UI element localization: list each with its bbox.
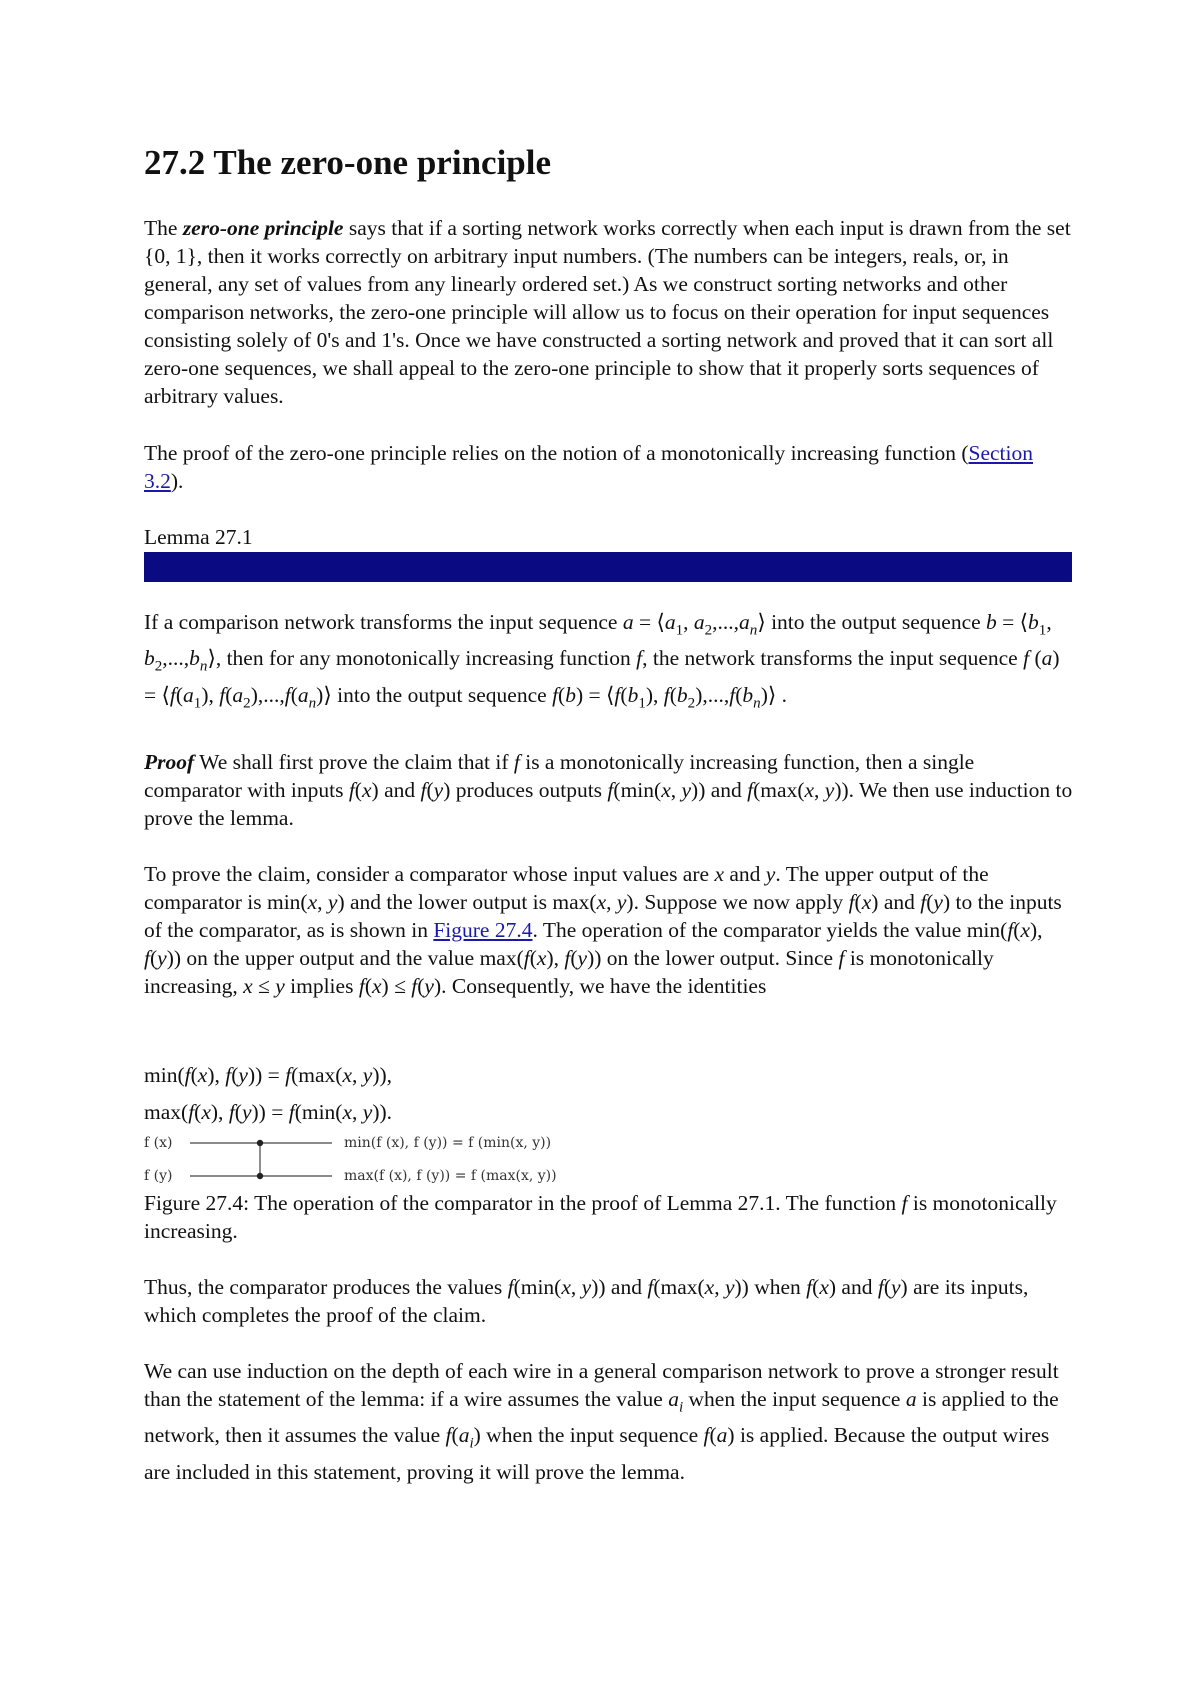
figure-comparator-node-top bbox=[257, 1140, 263, 1146]
figure-27-4-link[interactable]: Figure 27.4 bbox=[433, 918, 533, 942]
claim-conclusion-paragraph: Thus, the comparator produces the values f(min(x, y)) and f(max(x, y)) when f(x) and f(y) are its inputs, which completes the proof of the claim. bbox=[144, 1275, 1029, 1327]
figure-output-bottom-label: max(f (x), f (y)) = f (max(x, y)) bbox=[344, 1168, 557, 1184]
proof-relies-paragraph: The proof of the zero-one principle relies on the notion of a monotonically increasing function (Section 3.2). bbox=[144, 441, 1033, 493]
proof-paragraph: Proof We shall first prove the claim that if f is a monotonically increasing function, then a single comparator with inputs f(x) and f(y) produces outputs f(min(x, y)) and f(max(x, y)). We then use induction to prove the lemma. bbox=[144, 750, 1073, 830]
identity-min: min(f(x), f(y)) = f(max(x, y)), bbox=[144, 1063, 393, 1087]
lemma-statement: If a comparison network transforms the input sequence $a = ⟨a_1$, $a_2,...,a_n⟩$ into the output sequence $b = ⟨b_1$, $b_2,...,b_n⟩$, then for any monotonically increasing function f, the network transforms the input sequence f $(a) = ⟨f(a_1)$, $f(a_2),...,f(a_n)⟩$ into the output sequence $f(b) = ⟨f(b_1)$, $f(b_2),...,f(b_n)⟩$ . bbox=[144, 610, 1060, 711]
figure-output-top-label: min(f (x), f (y)) = f (min(x, y)) bbox=[344, 1135, 552, 1151]
comparator-figure bbox=[144, 1130, 614, 1188]
intro-paragraph: The zero-one principle says that if a sorting network works correctly when each input is drawn from the set {0, 1}, then it works correctly on arbitrary input numbers. (The numbers can be integers, reals, or, in general, any set of values from any linearly ordered set.) As we construct sorting networks and other comparison networks, the zero-one principle will allow us to focus on their operation for input sequences consisting solely of 0's and 1's. Once we have constructed a sorting network and proved that it can sort all zero-one sequences, we shall appeal to the zero-one principle to show that it properly sorts sequences of arbitrary values. bbox=[144, 216, 1071, 408]
identity-max: max(f(x), f(y)) = f(min(x, y)). bbox=[144, 1100, 393, 1124]
figure-caption: Figure 27.4: The operation of the comparator in the proof of Lemma 27.1. The function f is monotonically increasing. bbox=[144, 1191, 1057, 1243]
zero-one-principle-term: zero-one principle bbox=[182, 216, 344, 240]
lemma-header-bar bbox=[144, 552, 1072, 582]
proof-label: Proof bbox=[144, 750, 195, 774]
figure-comparator-node-bottom bbox=[257, 1173, 263, 1179]
figure-input-bottom-label: f (y) bbox=[144, 1168, 173, 1184]
section-title: 27.2 The zero-one principle bbox=[144, 143, 552, 182]
lemma-label: Lemma 27.1 bbox=[144, 525, 253, 549]
section-3-2-link[interactable]: Section 3.2 bbox=[144, 441, 1033, 493]
figure-input-top-label: f (x) bbox=[144, 1135, 173, 1151]
induction-paragraph: We can use induction on the depth of each wire in a general comparison network to prove a stronger result than the statement of the lemma: if a wire assumes the value $a_i$ when the input sequence a is applied to the network, then it assumes the value $f(a_i)$ when the input sequence f(a) is applied. Because the output wires are included in this statement, proving it will prove the lemma. bbox=[144, 1359, 1059, 1484]
claim-proof-paragraph: To prove the claim, consider a comparator whose input values are x and y. The upper output of the comparator is min(x, y) and the lower output is max(x, y). Suppose we now apply f(x) and f(y) to the inputs of the comparator, as is shown in Figure 27.4. The operation of the comparator yields the value min(f(x), f(y)) on the upper output and the value max(f(x), f(y)) on the lower output. Since f is monotonically increasing, x ≤ y implies f(x) ≤ f(y). Consequently, we have the identities bbox=[144, 862, 1062, 998]
